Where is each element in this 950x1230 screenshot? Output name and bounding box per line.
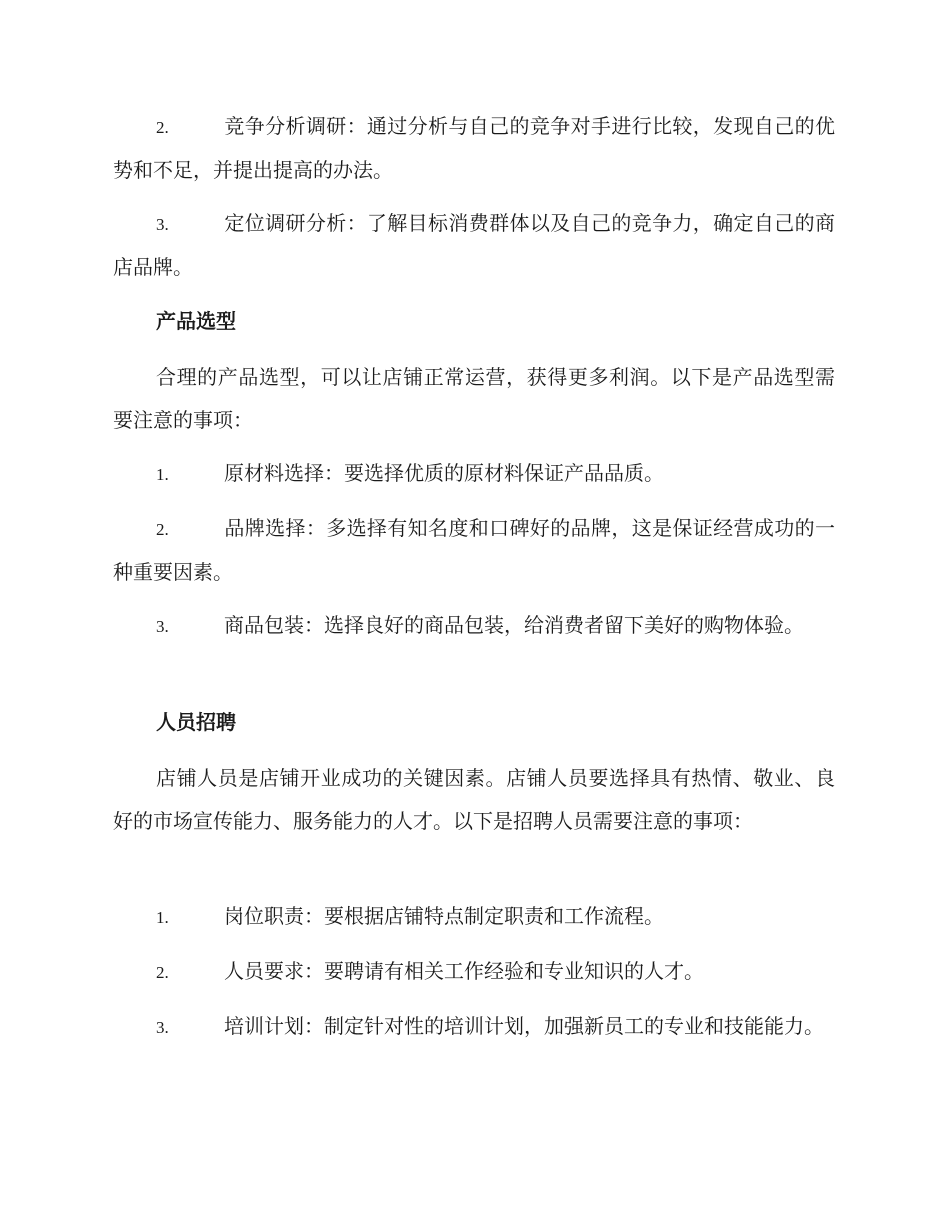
list-text: 原材料选择：要选择优质的原材料保证产品品质。 (224, 461, 664, 485)
list-number: 1. (156, 465, 169, 484)
list-text: 定位调研分析：了解目标消费群体以及自己的竞争力，确定自己的商店品牌。 (113, 211, 835, 279)
list-number: 2. (156, 118, 169, 137)
list-item (113, 1005, 835, 1049)
list-text: 竞争分析调研：通过分析与自己的竞争对手进行比较，发现自己的优势和不足，并提出提高的办法。 (113, 114, 835, 182)
section-heading-staff: 人员招聘 (156, 710, 236, 734)
list-number: 2. (156, 963, 169, 982)
section-heading-product: 产品选型 (156, 309, 236, 333)
list-item (113, 452, 835, 496)
list-number: 3. (156, 617, 169, 636)
section-intro-staff: 店铺人员是店铺开业成功的关键因素。店铺人员要选择具有热情、敬业、良好的市场宣传能力、服务能力的人才。以下是招聘人员需要注意的事项： (113, 766, 835, 833)
list-text: 岗位职责：要根据店铺特点制定职责和工作流程。 (224, 904, 664, 928)
list-item (113, 604, 835, 648)
list-item (113, 507, 835, 594)
list-number: 2. (156, 520, 169, 539)
section-intro-product: 合理的产品选型，可以让店铺正常运营，获得更多利润。以下是产品选型需要注意的事项： (113, 365, 835, 432)
list-text: 培训计划：制定针对性的培训计划，加强新员工的专业和技能能力。 (224, 1014, 824, 1038)
list-item (113, 202, 835, 289)
list-number: 3. (156, 215, 169, 234)
list-text: 人员要求：要聘请有相关工作经验和专业知识的人才。 (224, 959, 704, 983)
list-text: 品牌选择：多选择有知名度和口碑好的品牌，这是保证经营成功的一种重要因素。 (113, 516, 835, 584)
list-item (113, 895, 835, 939)
list-number: 1. (156, 908, 169, 927)
list-item (113, 105, 835, 192)
list-number: 3. (156, 1018, 169, 1037)
list-text: 商品包装：选择良好的商品包装，给消费者留下美好的购物体验。 (224, 613, 804, 637)
list-item (113, 950, 835, 994)
